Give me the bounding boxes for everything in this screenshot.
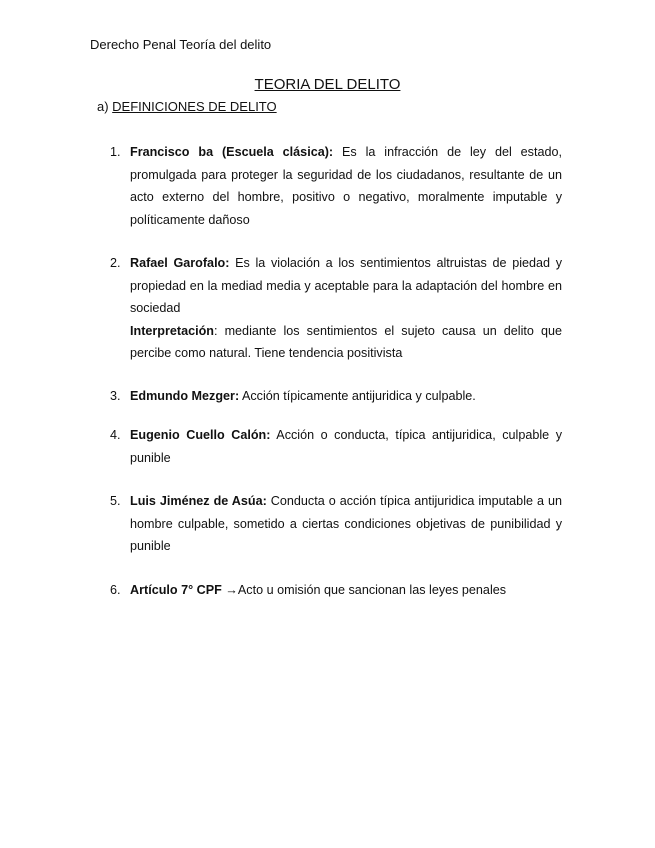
definition-item [110, 490, 562, 558]
interpretation-label: Interpretación [130, 323, 214, 338]
definition-item [110, 141, 562, 231]
item-number: 6. [110, 583, 121, 597]
item-text: Es la violación a los sentimientos altruistas de piedad y propiedad en la mediad media y aceptable para la adaptación del hombre en sociedad [130, 256, 562, 316]
item-author: Edmundo Mezger: [130, 389, 240, 403]
item-number: 3. [110, 389, 121, 403]
section-label: DEFINICIONES DE DELITO [112, 99, 277, 114]
section-prefix: a) [97, 99, 113, 114]
item-text: →Acto u omisión que sancionan las leyes penales [221, 583, 507, 597]
item-text: Conducta o acción típica antijuridica imputable a un hombre culpable, sometido a ciertas condiciones objetivas de punibilidad y punible [130, 494, 562, 554]
document-title [0, 76, 655, 93]
definition-item [110, 252, 562, 365]
item-author: Rafael Garofalo: [130, 256, 230, 270]
definition-item [110, 579, 562, 602]
definition-item [110, 385, 562, 408]
item-author: Artículo 7° CPF [130, 583, 222, 597]
item-text: Es la infracción de ley del estado, promulgada para proteger la seguridad de los ciudadanos, resultante de un acto externo del hombre, positivo o negativo, moralmente imputable y políticamente dañoso [130, 145, 562, 227]
item-author: Luis Jiménez de Asúa: [130, 494, 267, 508]
item-number: 2. [110, 256, 121, 270]
section-heading [97, 99, 277, 114]
page-header: Derecho Penal Teoría del delito [90, 37, 272, 52]
interpretation-text: : mediante los sentimientos el sujeto causa un delito que percibe como natural. Tiene tendencia positivista [130, 323, 562, 361]
item-text: Acción típicamente antijuridica y culpable. [239, 389, 476, 403]
item-number: 4. [110, 428, 121, 442]
item-author: Eugenio Cuello Calón: [130, 428, 271, 442]
item-number: 1. [110, 145, 121, 159]
document-title-text: TEORIA DEL DELITO [254, 76, 401, 93]
item-text: Acción o conducta, típica antijuridica, culpable y punible [130, 428, 562, 465]
item-number: 5. [110, 494, 121, 508]
item-author: Francisco ba (Escuela clásica): [130, 145, 334, 159]
definition-item [110, 424, 562, 469]
